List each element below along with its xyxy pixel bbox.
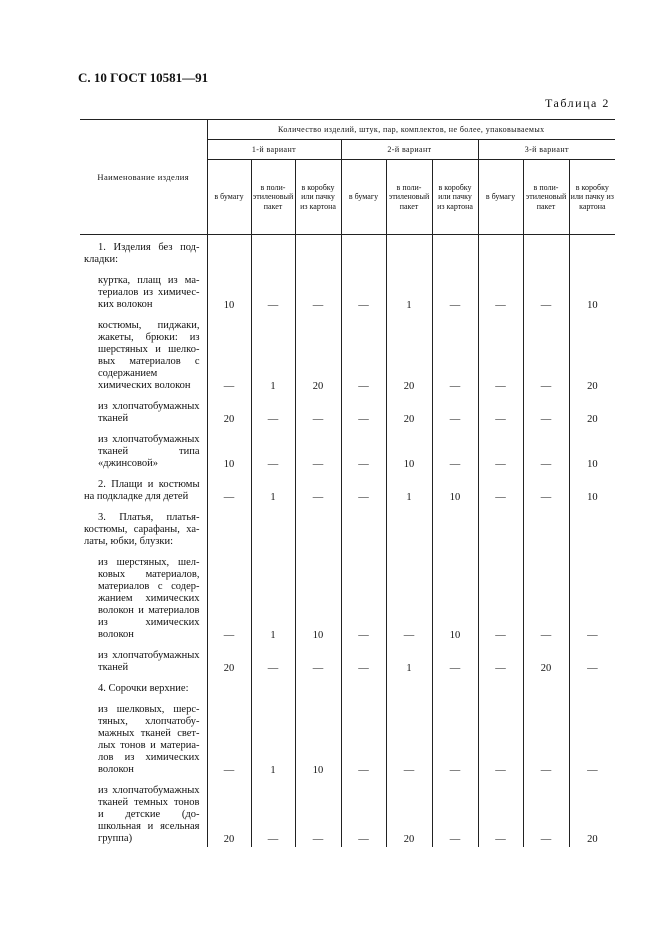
table-cell: 1 <box>251 550 295 643</box>
table-row <box>80 268 615 313</box>
table-cell: — <box>207 550 251 643</box>
table-cell: 1 <box>251 313 295 394</box>
row-group-name: 2. Плащи и костюмы на подкладке для детей <box>80 472 207 505</box>
table-cell: 20 <box>207 394 251 427</box>
table-cell <box>295 235 341 269</box>
table-cell: — <box>587 765 598 776</box>
table-cell: 10 <box>587 459 598 470</box>
table-cell: — <box>523 697 569 778</box>
table-cell: — <box>341 778 386 847</box>
table-cell: — <box>523 268 569 313</box>
table-row <box>80 676 615 697</box>
table-row <box>80 643 615 676</box>
table-cell <box>523 505 569 550</box>
table-cell: — <box>523 427 569 472</box>
table-cell: — <box>295 472 341 505</box>
table-cell: — <box>251 427 295 472</box>
table-cell: — <box>523 472 569 505</box>
table-row <box>80 427 615 472</box>
row-item-name: костюмы, пиджаки, жакеты, брюки: из шерстяных и шелковых материалов с содержанием химических волокон <box>80 313 207 394</box>
row-item-name: из хлопчатобумажных тканей типа «джинсовой» <box>80 427 207 472</box>
table-cell: 20 <box>523 643 569 676</box>
table-cell <box>523 676 569 697</box>
table-cell: — <box>341 472 386 505</box>
table-cell: — <box>341 427 386 472</box>
table-cell: — <box>523 550 569 643</box>
table-row <box>80 472 615 505</box>
table-cell: — <box>478 778 523 847</box>
name-column-header: Наименование изделия <box>80 120 207 235</box>
table-cell <box>386 676 432 697</box>
row-item-name: куртка, плащ из материалов из химических волокон <box>80 268 207 313</box>
table-cell: — <box>341 268 386 313</box>
table-cell <box>251 505 295 550</box>
row-group-name: 4. Сорочки верхние: <box>80 676 207 697</box>
table-cell: 1 <box>251 697 295 778</box>
table-cell: — <box>432 778 478 847</box>
table-cell <box>569 505 615 550</box>
table-cell: — <box>478 550 523 643</box>
subheader-paper: в бумагу <box>207 160 251 235</box>
table-cell <box>386 505 432 550</box>
table-cell: — <box>295 643 341 676</box>
table-cell: 20 <box>295 313 341 394</box>
row-group-name: 3. Платья, платьякостюмы, сарафаны, халаты, юбки, блузки: <box>80 505 207 550</box>
table-cell: 10 <box>587 300 598 311</box>
table-cell: — <box>341 697 386 778</box>
table-cell: — <box>386 697 432 778</box>
table-cell: 1 <box>386 472 432 505</box>
table-cell: — <box>251 394 295 427</box>
table-cell: — <box>478 427 523 472</box>
table-cell: 20 <box>207 778 251 847</box>
table-cell: — <box>478 313 523 394</box>
table-cell <box>251 676 295 697</box>
table-cell <box>478 676 523 697</box>
table-row <box>80 505 615 550</box>
table-header <box>80 120 615 235</box>
table-row <box>80 394 615 427</box>
table-cell: — <box>251 643 295 676</box>
table-cell: 20 <box>587 414 598 425</box>
table-row <box>80 697 615 778</box>
table-cell <box>207 676 251 697</box>
table-cell: — <box>341 643 386 676</box>
table-cell: — <box>523 778 569 847</box>
table-cell: 10 <box>432 472 478 505</box>
table-row <box>80 235 615 269</box>
table-cell: — <box>341 550 386 643</box>
table-cell: 10 <box>386 427 432 472</box>
table-cell: — <box>207 472 251 505</box>
subheader-polyethylene-bag: в полиэтиленовый пакет <box>523 160 569 235</box>
table-cell <box>478 505 523 550</box>
table-cell <box>432 676 478 697</box>
table-cell: — <box>207 313 251 394</box>
table-cell: — <box>432 643 478 676</box>
table-cell: — <box>478 268 523 313</box>
page-header: С. 10 ГОСТ 10581—91 <box>78 70 209 85</box>
subheader-paper: в бумагу <box>478 160 523 235</box>
table-cell <box>569 676 615 697</box>
table-cell: 1 <box>251 472 295 505</box>
table-cell: 20 <box>587 834 598 845</box>
table-cell: — <box>587 663 598 674</box>
table-cell: — <box>295 268 341 313</box>
table-cell: 10 <box>432 550 478 643</box>
table-cell <box>478 235 523 269</box>
table-cell: — <box>295 778 341 847</box>
subheader-cardboard-box: в коробку или пачку из картона <box>432 160 478 235</box>
table-caption: Таблица 2 <box>545 96 610 110</box>
table-cell <box>523 235 569 269</box>
variant-header-1: 1-й вариант <box>207 140 341 160</box>
table-cell: — <box>432 427 478 472</box>
table-cell <box>341 505 386 550</box>
table-cell: 10 <box>295 550 341 643</box>
table-cell: — <box>587 630 598 641</box>
table-cell <box>295 676 341 697</box>
row-item-name: из шелковых, шерстяных, хлопчатобумажных тканей светлых тонов и материалов из химических волокон <box>80 697 207 778</box>
table-cell: — <box>523 313 569 394</box>
subheader-cardboard-box: в коробку или пачку из картона <box>295 160 341 235</box>
table-row <box>80 313 615 394</box>
group-header: Количество изделий, штук, пар, комплектов, не более, упаковываемых <box>207 120 615 140</box>
table-cell: — <box>478 643 523 676</box>
table-cell <box>432 505 478 550</box>
row-item-name: из хлопчатобумажных тканей <box>80 394 207 427</box>
subheader-paper: в бумагу <box>341 160 386 235</box>
table-cell: 1 <box>386 643 432 676</box>
table-cell: — <box>478 472 523 505</box>
table-cell: — <box>432 394 478 427</box>
table-cell: 20 <box>386 394 432 427</box>
table-cell: 20 <box>587 381 598 392</box>
table-cell: 20 <box>386 778 432 847</box>
row-item-name: из шерстяных, шелковых материалов, материалов с содержанием химических волокон и материалов из химических волокон <box>80 550 207 643</box>
variant-header-2: 2-й вариант <box>341 140 478 160</box>
table-cell: 1 <box>386 268 432 313</box>
table-body <box>80 235 615 848</box>
table-cell <box>207 505 251 550</box>
table-cell: — <box>478 697 523 778</box>
table-cell: — <box>432 313 478 394</box>
table-cell: 20 <box>386 313 432 394</box>
table-cell: 10 <box>207 427 251 472</box>
table-cell: — <box>295 427 341 472</box>
row-item-name: из хлопчатобумажных тканей темных тонов и детские (дошкольная и ясельная группа) <box>80 778 207 847</box>
table-row <box>80 778 615 847</box>
table-cell: 10 <box>295 697 341 778</box>
variant-header-3: 3-й вариант <box>478 140 615 160</box>
row-item-name: из хлопчатобумажных тканей <box>80 643 207 676</box>
table-cell <box>341 235 386 269</box>
table-cell: — <box>341 394 386 427</box>
row-group-name: 1. Изделия без подкладки: <box>80 235 207 269</box>
subheader-polyethylene-bag: в полиэтиленовый пакет <box>251 160 295 235</box>
subheader-polyethylene-bag: в полиэтиленовый пакет <box>386 160 432 235</box>
packing-table <box>80 119 615 847</box>
table-cell: — <box>386 550 432 643</box>
table-cell: — <box>207 697 251 778</box>
table-cell: — <box>251 268 295 313</box>
table-cell: 20 <box>207 643 251 676</box>
table-cell: — <box>478 394 523 427</box>
table-cell: — <box>251 778 295 847</box>
table-row <box>80 550 615 643</box>
table-cell: — <box>295 394 341 427</box>
table-cell: — <box>432 697 478 778</box>
table-cell <box>569 235 615 269</box>
subheader-cardboard-box: в коробку или пачку из картона <box>569 160 615 235</box>
table-cell <box>207 235 251 269</box>
table-cell <box>251 235 295 269</box>
table-cell: — <box>432 268 478 313</box>
table-cell: — <box>523 394 569 427</box>
table-cell: — <box>341 313 386 394</box>
table-cell: 10 <box>207 268 251 313</box>
table-cell: 10 <box>587 492 598 503</box>
table-cell <box>341 676 386 697</box>
table-cell <box>432 235 478 269</box>
table-cell <box>295 505 341 550</box>
table-cell <box>386 235 432 269</box>
